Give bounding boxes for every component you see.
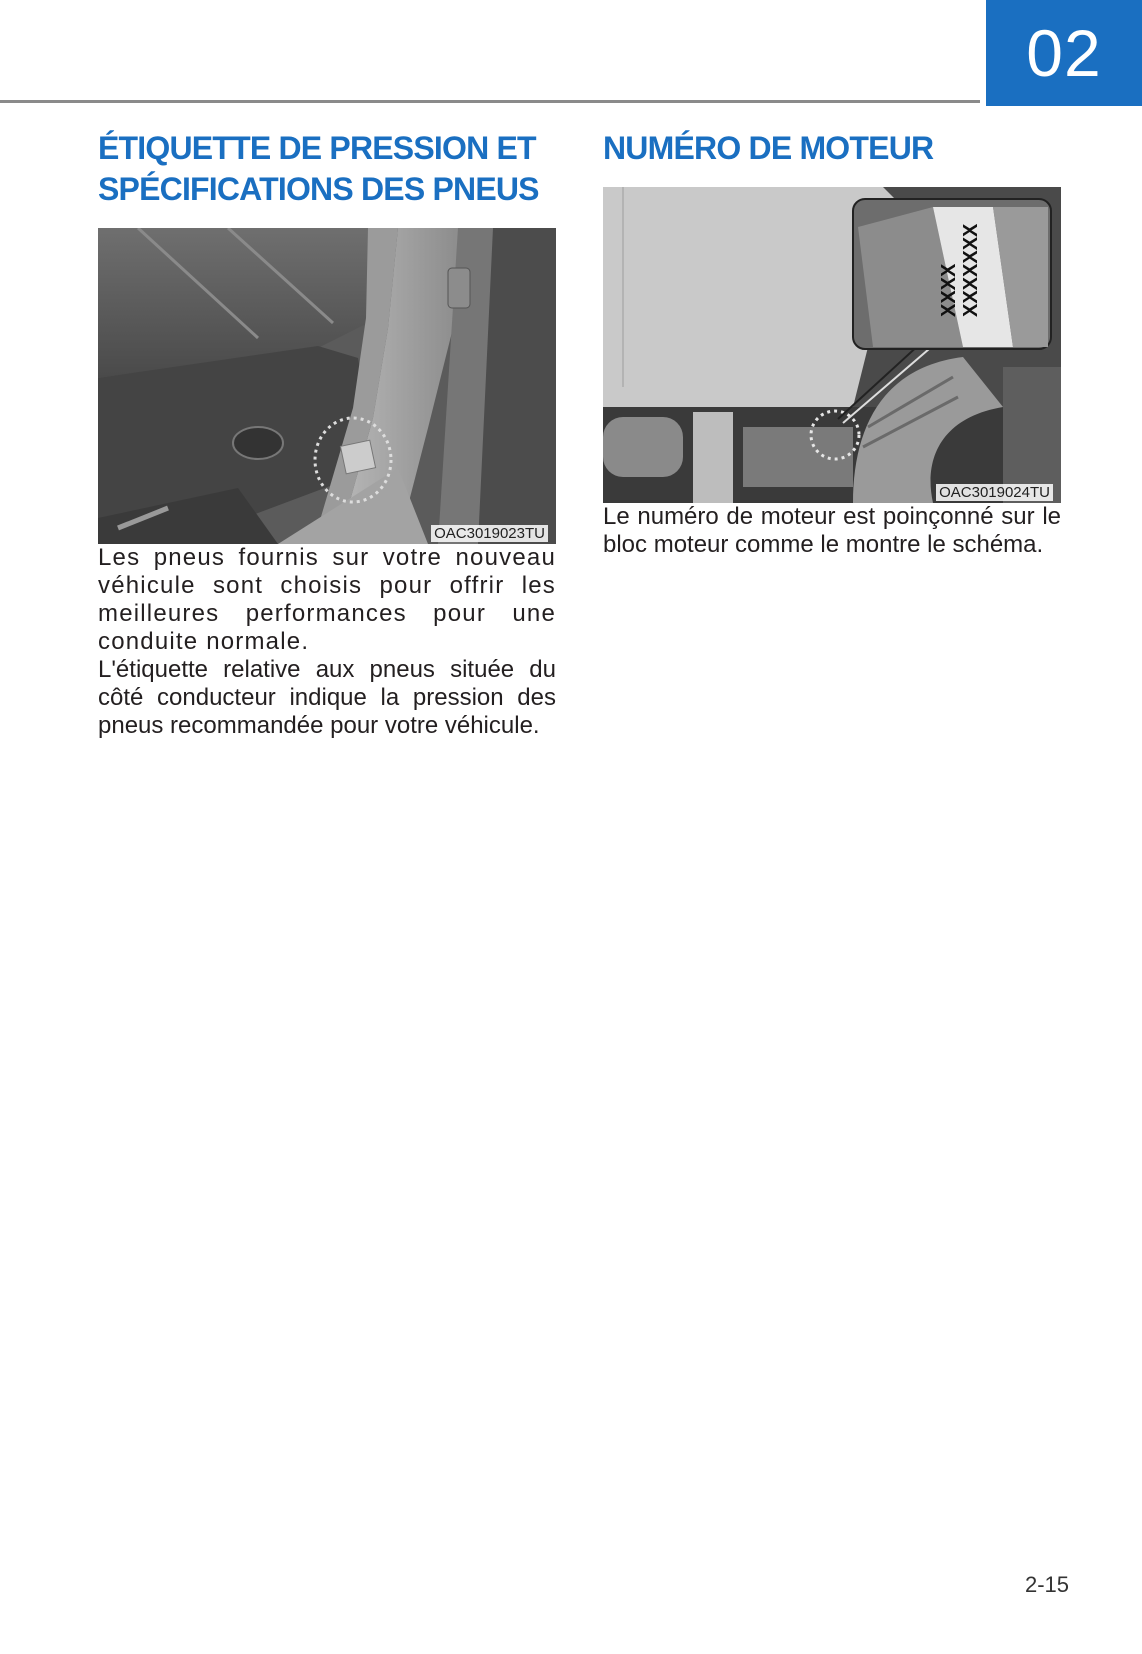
section-title-engine: NUMÉRO DE MOTEUR bbox=[603, 130, 934, 166]
section-tire-label bbox=[98, 128, 556, 740]
chapter-number: 02 bbox=[1026, 16, 1102, 90]
section-engine-number bbox=[603, 128, 1061, 559]
engine-bay-illustration bbox=[603, 187, 1061, 503]
door-pillar-illustration bbox=[98, 228, 556, 544]
chapter-tab bbox=[986, 0, 1142, 106]
paragraph-tires-intro: Les pneus fournis sur votre nouveau véhicule sont choisis pour offrir les meilleures performances pour une conduite normale. bbox=[98, 544, 556, 655]
paragraph-tire-label: L'étiquette relative aux pneus située du côté conducteur indique la pression des pneus recommandée pour votre véhicule. bbox=[98, 656, 556, 739]
svg-text:XXXX: XXXX bbox=[938, 263, 960, 317]
title-line-1: ÉTIQUETTE DE PRESSION ET bbox=[98, 130, 536, 166]
figure-door-pillar bbox=[98, 228, 556, 544]
figure-code-left: OAC3019023TU bbox=[431, 525, 548, 542]
figure-engine-bay bbox=[603, 187, 1061, 503]
figure-code-right: OAC3019024TU bbox=[936, 484, 1053, 501]
paragraph-engine-number: Le numéro de moteur est poinçonné sur le bloc moteur comme le montre le schéma. bbox=[603, 503, 1061, 558]
svg-text:XXXXXXX: XXXXXXX bbox=[960, 223, 982, 317]
page-number: 2-15 bbox=[1025, 1572, 1070, 1597]
section-title-tire bbox=[98, 128, 556, 210]
header-rule bbox=[0, 100, 980, 103]
title-line-2: SPÉCIFICATIONS DES PNEUS bbox=[98, 171, 539, 207]
